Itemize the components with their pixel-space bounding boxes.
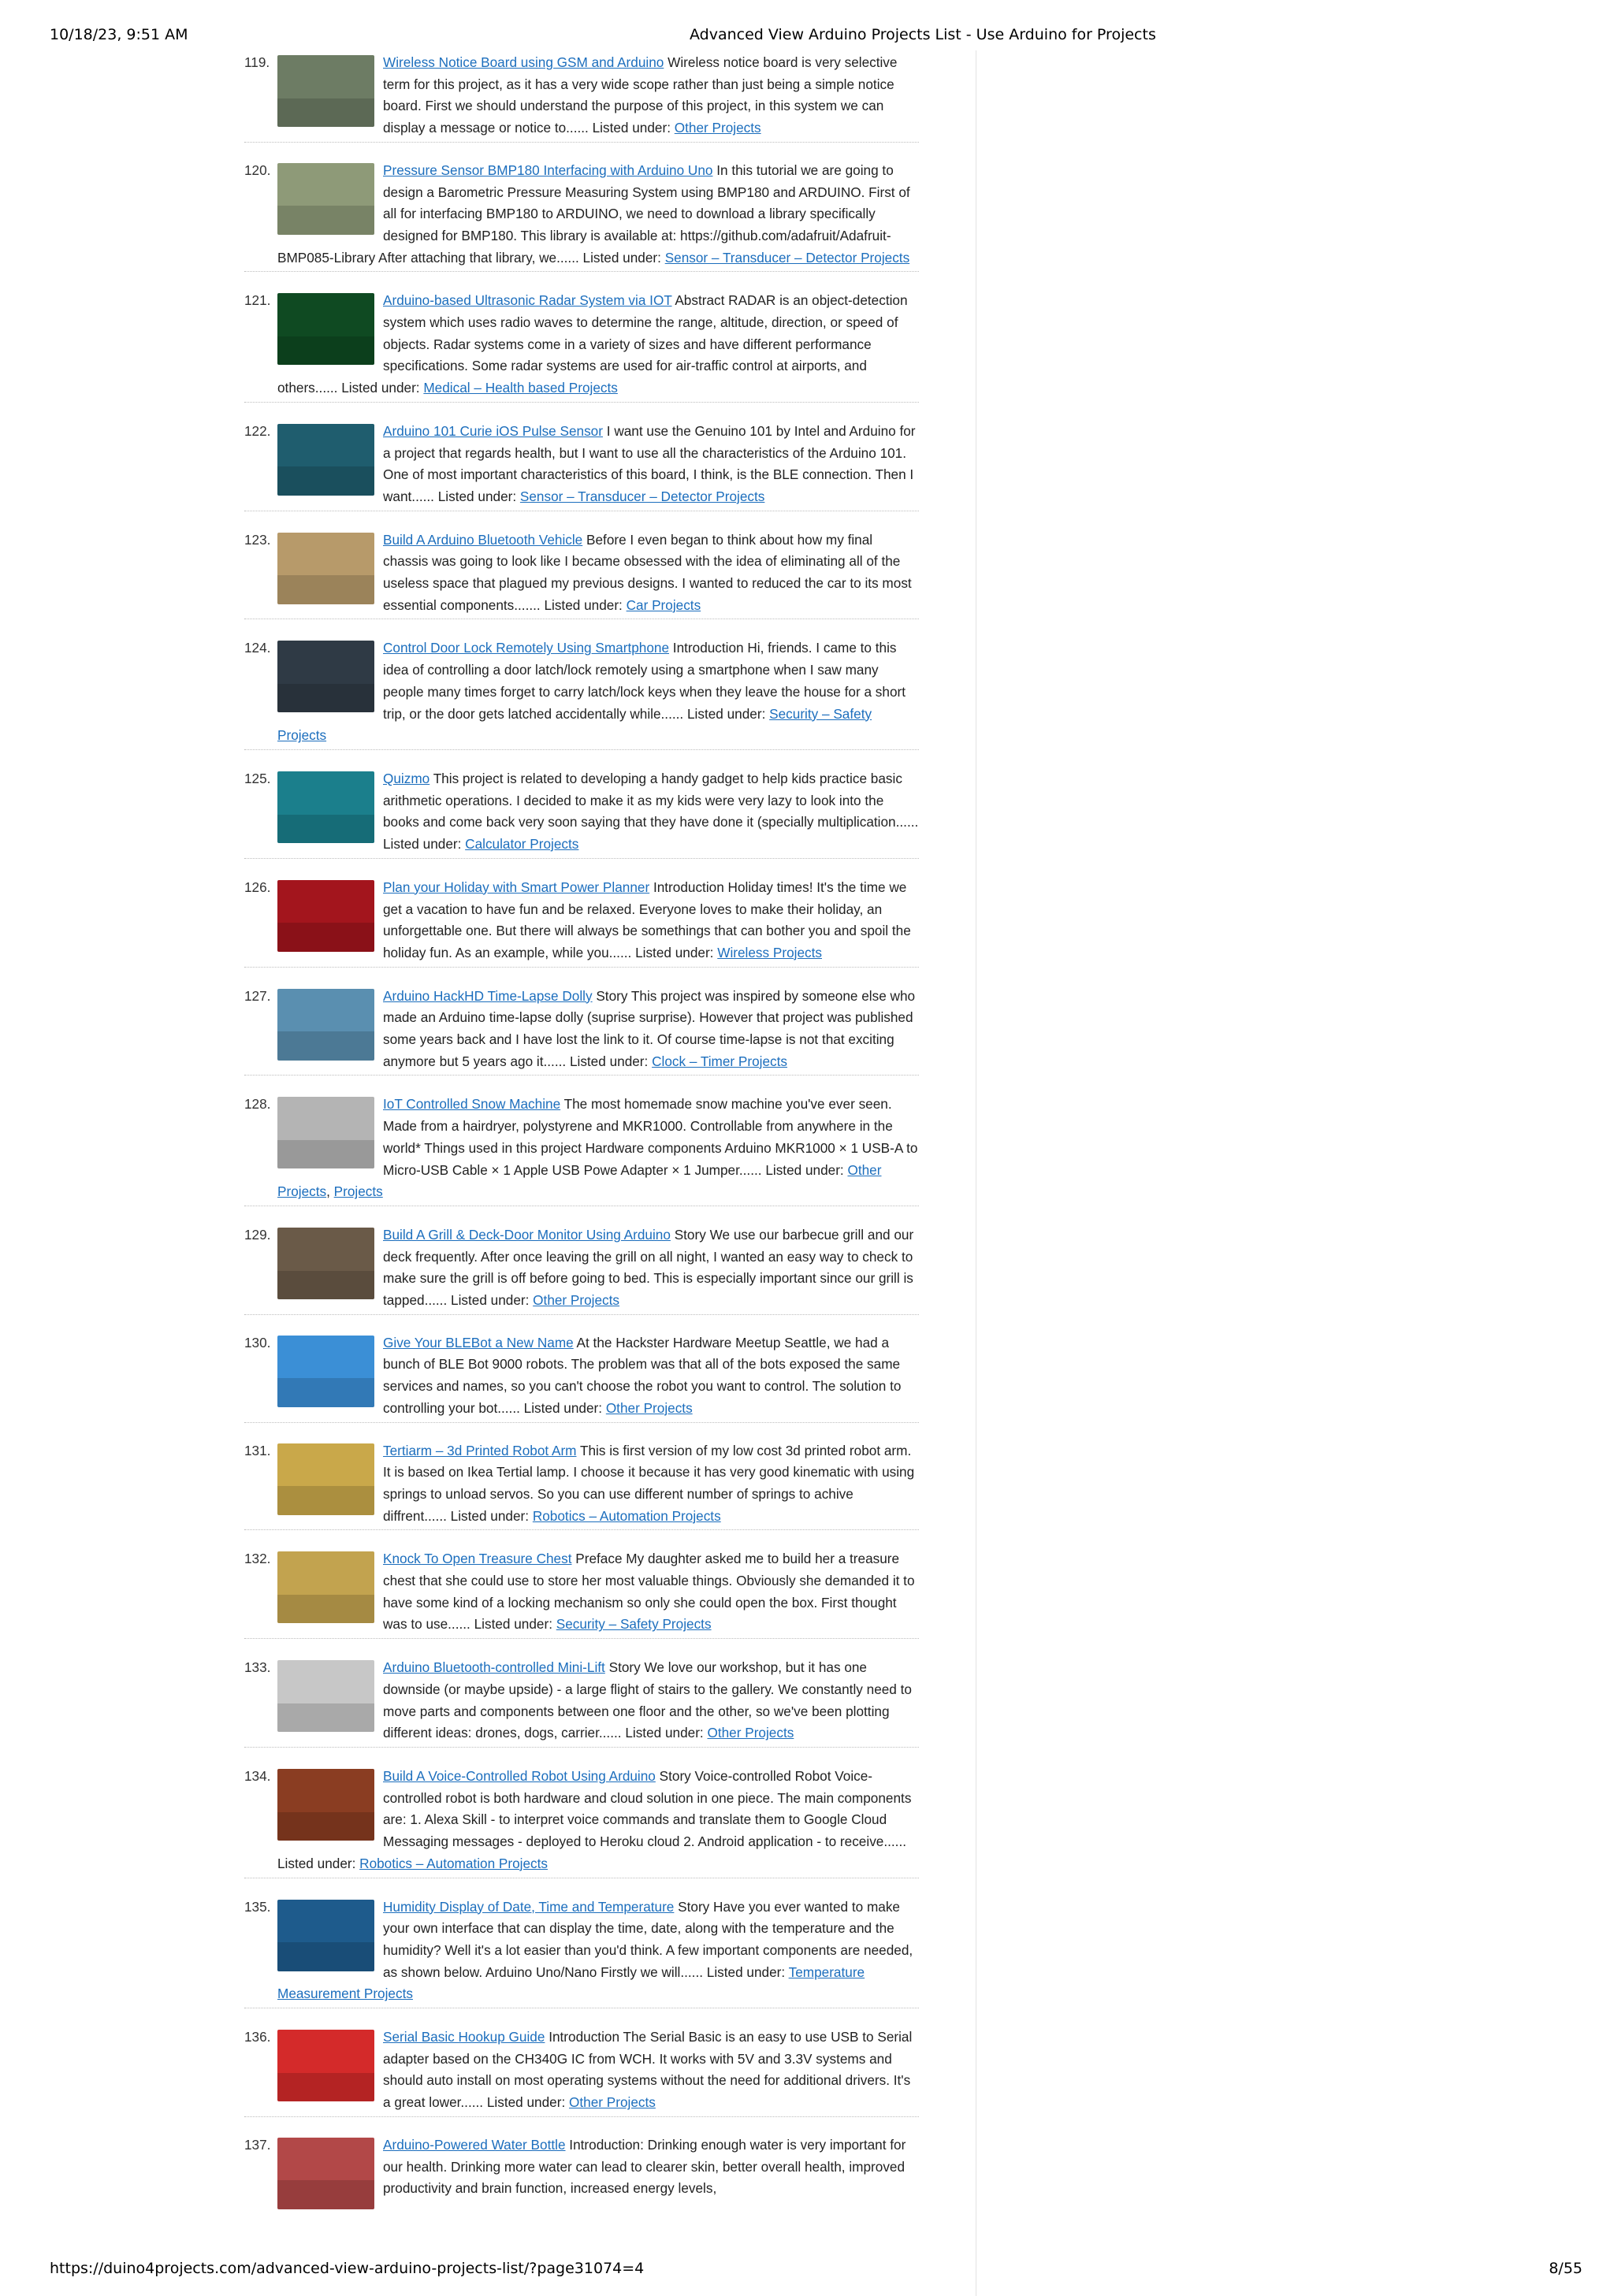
project-list-item: 128. IoT Controlled Snow Machine The most homemade snow machine you've ever seen. Made from a hairdryer, polystyrene and MKR1000. Controllable from anywhere in the world* Things used in this project Hardware components Arduino MKR1000 × 1 USB-A to Micro-USB Cable × 1 Apple USB Powe Adapter × 1 Jumper...... Listed under: Other Projects, Projects [244, 1094, 919, 1206]
category-link[interactable]: Robotics – Automation Projects [532, 1507, 721, 1524]
category-link[interactable]: Other Projects [674, 120, 761, 136]
print-footer [0, 2260, 1614, 2280]
project-thumbnail[interactable] [277, 989, 374, 1061]
project-excerpt: Introduction Hi, friends. I came to this idea of controlling a door latch/lock remotely using a smartphone when I saw many people many times forget to carry latch/lock keys when they leave the house for a short trip, or the door gets latched accidentally while...... [383, 640, 906, 722]
item-number: 136. [244, 2029, 271, 2045]
item-number: 121. [244, 292, 271, 309]
project-excerpt: At the Hackster Hardware Meetup Seattle, we had a bunch of BLE Bot 9000 robots. The problem was that all of the bots exposed the same services and names, so you can't choose the robot you want to control. The solution to controlling your bot...... [383, 1334, 902, 1416]
project-list-item [244, 1332, 919, 1423]
project-list-item [244, 421, 919, 511]
project-excerpt: Story This project was inspired by someone else who made an Arduino time-lapse dolly (suprise surprise). However that project was published some years back and I have lost the link to it. Of course time-lapse is not that exciting anymore but 5 years ago it...... [383, 987, 916, 1069]
listed-under-label: Listed under: [625, 1725, 704, 1741]
project-list [244, 52, 919, 2211]
category-link[interactable]: Car Projects [626, 596, 701, 613]
page-title: Advanced View Arduino Projects List - Use Arduino for Projects [690, 26, 1156, 43]
listed-under-label: Listed under: [686, 705, 766, 722]
project-excerpt: Abstract RADAR is an object-detection system which uses radio waves to determine the range, altitude, direction, or speed of objects. Radar systems come in a variety of sizes and have different performance specifications. Some radar systems are used for air-traffic control at airports, and others...... [277, 292, 908, 396]
category-link[interactable]: Other Projects [605, 1399, 693, 1416]
category-link[interactable]: Temperature Measurement Projects [277, 1963, 865, 2002]
project-title-link[interactable]: Wireless Notice Board using GSM and Arduino [383, 54, 664, 70]
project-title-link[interactable]: Give Your BLEBot a New Name [383, 1334, 574, 1350]
item-number: 130. [244, 1334, 271, 1350]
listed-under-label: Listed under: [765, 1161, 844, 1178]
listed-under-label: Listed under: [706, 1963, 786, 1980]
project-title-link[interactable]: Plan your Holiday with Smart Power Planner [383, 879, 650, 895]
project-list-item [244, 160, 919, 273]
project-list-item [244, 1766, 919, 1878]
project-title-link[interactable]: Build A Grill & Deck-Door Monitor Using Arduino [383, 1226, 671, 1243]
item-number: 131. [244, 1442, 271, 1458]
project-thumbnail[interactable] [277, 1443, 374, 1515]
listed-under-label: Listed under: [486, 2094, 566, 2111]
project-thumbnail[interactable] [277, 2030, 374, 2101]
listed-under-label: Listed under: [474, 1616, 552, 1633]
project-list-item [244, 1224, 919, 1315]
project-excerpt: Story We love our workshop, but it has one downside (or maybe upside) - a large flight of stairs to the gallery. We constantly need to move parts and components between one floor and the other, so we've been plotting different ideas: drones, dogs, carrier...... [383, 1659, 912, 1741]
project-title-link[interactable]: Serial Basic Hookup Guide [383, 2029, 545, 2045]
project-thumbnail[interactable] [277, 1769, 374, 1841]
project-list-item [244, 1440, 919, 1531]
project-excerpt: Introduction The Serial Basic is an easy to use USB to Serial adapter based on the CH340G IC from WCH. It works with 5V and 3.3V systems and should auto install on most operating systems without the need for additional drivers. It's a great lower...... [383, 2029, 913, 2111]
project-title-link[interactable]: Arduino Bluetooth-controlled Mini-Lift [383, 1659, 605, 1676]
project-title-link[interactable]: Quizmo [383, 770, 430, 786]
category-link[interactable]: Other Projects [277, 1161, 882, 1200]
listed-under-label: Listed under: [582, 249, 661, 266]
project-excerpt: Story Have you ever wanted to make your own interface that can display the time, date, along with the temperature and the humidity? Well it's a lot easier than you'd think. A few important components are needed, as shown below. Arduino Uno/Nano Firstly we will...... [383, 1898, 913, 1980]
project-thumbnail[interactable] [277, 2138, 374, 2209]
project-thumbnail[interactable] [277, 880, 374, 952]
project-thumbnail[interactable] [277, 55, 374, 127]
item-number: 120. [244, 162, 271, 178]
listed-under-label: Listed under: [437, 488, 517, 504]
item-number: 132. [244, 1551, 271, 1567]
item-number: 124. [244, 640, 271, 656]
category-link[interactable]: Other Projects [533, 1292, 620, 1309]
item-number: 127. [244, 987, 271, 1004]
category-link[interactable]: Sensor – Transducer – Detector Projects [664, 249, 910, 266]
project-thumbnail[interactable] [277, 163, 374, 235]
category-link[interactable]: Calculator Projects [465, 836, 579, 853]
project-title-link[interactable]: Arduino HackHD Time-Lapse Dolly [383, 987, 593, 1004]
category-link[interactable]: Other Projects [707, 1725, 794, 1741]
project-list-item [244, 290, 919, 403]
project-title-link[interactable]: Pressure Sensor BMP180 Interfacing with Arduino Uno [383, 162, 713, 178]
project-excerpt: Wireless notice board is very selective term for this project, as it has a very wide scope rather than just being a simple notice board. First we should understand the purpose of this project, in this system we can display a message or notice to...... [383, 54, 898, 136]
category-link[interactable]: Medical – Health based Projects [423, 380, 618, 396]
category-link[interactable]: Projects [333, 1183, 383, 1200]
project-list-item [244, 986, 919, 1076]
listed-under-label: Listed under: [544, 596, 623, 613]
category-link[interactable]: Sensor – Transducer – Detector Projects [519, 488, 765, 504]
project-list-item [244, 52, 919, 143]
project-title-link[interactable]: Arduino-based Ultrasonic Radar System via IOT [383, 292, 672, 309]
project-excerpt: Introduction: Drinking enough water is very important for our health. Drinking more water can lead to clearer skin, better overall health, improved productivity and brain function, increased energy levels, [383, 2136, 906, 2197]
listed-under-label: Listed under: [341, 380, 420, 396]
listed-under-label: Listed under: [523, 1399, 603, 1416]
project-list-item [244, 529, 919, 620]
project-title-link[interactable]: Humidity Display of Date, Time and Temperature [383, 1898, 675, 1915]
project-list-item [244, 1897, 919, 2009]
project-title-link[interactable]: Arduino-Powered Water Bottle [383, 2136, 566, 2153]
category-link[interactable]: Clock – Timer Projects [652, 1053, 788, 1069]
item-number: 129. [244, 1226, 271, 1243]
listed-under-label: Listed under: [592, 120, 671, 136]
print-header [0, 26, 1614, 46]
project-excerpt: Introduction Holiday times! It's the time we get a vacation to have fun and be relaxed. Everyone loves to make their holiday, an unforgettable one. But there will always be somethings that can bother you and spoil the holiday fun. As an example, while you...... [383, 879, 911, 960]
category-link[interactable]: Security – Safety Projects [277, 705, 872, 744]
project-thumbnail[interactable] [277, 424, 374, 496]
project-title-link[interactable]: Build A Voice-Controlled Robot Using Arduino [383, 1768, 656, 1784]
listed-under-label: Listed under: [383, 836, 462, 853]
project-list-item [244, 877, 919, 968]
item-number: 123. [244, 531, 271, 548]
project-thumbnail[interactable] [277, 1097, 374, 1168]
project-thumbnail[interactable] [277, 293, 374, 365]
project-excerpt: This is first version of my low cost 3d printed robot arm. It is based on Ikea Tertial lamp. I choose it because it has very good kinematic with using springs to unload servos. So you can use different number of springs to achive diffrent...... [383, 1442, 915, 1524]
listed-under-label: Listed under: [277, 1855, 356, 1871]
page-number: 8/55 [1549, 2260, 1582, 2277]
item-number: 125. [244, 770, 271, 786]
project-title-link[interactable]: Control Door Lock Remotely Using Smartphone [383, 640, 670, 656]
project-excerpt: I want use the Genuino 101 by Intel and Arduino for a project that regards health, but I want to use all the characteristics of the Arduino 101. One of most important characteristics of this board, I think, is the BLE connection. Then I want...... [383, 422, 916, 504]
listed-under-label: Listed under: [635, 944, 714, 960]
project-excerpt: Story We use our barbecue grill and our deck frequently. After once leaving the grill on all night, I wanted an easy way to check to make sure the grill is off before going to bed. This is especially important since our grill is tapped...... [383, 1226, 914, 1309]
print-datetime: 10/18/23, 9:51 AM [50, 26, 188, 43]
project-list-item [244, 2134, 919, 2200]
category-link[interactable]: Other Projects [569, 2094, 656, 2111]
project-list-item [244, 1548, 919, 1639]
item-number: 128. [244, 1096, 271, 1113]
item-number: 135. [244, 1898, 271, 1915]
project-title-link[interactable]: IoT Controlled Snow Machine [383, 1096, 561, 1113]
project-thumbnail[interactable] [277, 1900, 374, 1971]
project-thumbnail[interactable] [277, 641, 374, 712]
listed-under-label: Listed under: [451, 1292, 530, 1309]
project-list-item [244, 2027, 919, 2117]
project-list-item [244, 768, 919, 859]
page-url: https://duino4projects.com/advanced-view-arduino-projects-list/?page31074=4 [50, 2260, 645, 2277]
project-excerpt: Before I even began to think about how my final chassis was going to look like I became obsessed with the idea of eliminating all of the useless space that plagued my previous designs. I wanted to reduced the car to its most essential components....... [383, 531, 912, 613]
project-title-link[interactable]: Knock To Open Treasure Chest [383, 1551, 572, 1567]
category-link[interactable]: Security – Safety Projects [556, 1616, 712, 1633]
project-excerpt: The most homemade snow machine you've ever seen. Made from a hairdryer, polystyrene and MKR1000. Controllable from anywhere in the world* Things used in this project Hardware components Arduino MKR1000 × 1 USB-A to Micro-USB Cable × 1 Apple USB Powe Adapter × 1 Jumper...... [383, 1096, 918, 1178]
project-excerpt: Preface My daughter asked me to build her a treasure chest that she could use to store her most valuable things. Obviously she demanded it to have some kind of a locking mechanism so only she could open the box. First thought was to use...... [383, 1551, 915, 1633]
category-link[interactable]: Robotics – Automation Projects [359, 1855, 548, 1871]
project-title-link[interactable]: Build A Arduino Bluetooth Vehicle [383, 531, 583, 548]
project-thumbnail[interactable] [277, 1660, 374, 1732]
listed-under-label: Listed under: [569, 1053, 649, 1069]
item-number: 126. [244, 879, 271, 895]
item-number: 122. [244, 422, 271, 439]
project-thumbnail[interactable] [277, 1551, 374, 1623]
project-excerpt: In this tutorial we are going to design a Barometric Pressure Measuring System using BMP180 and ARDUINO. First of all for interfacing BMP180 to ARDUINO, we need to download a library specifically designed for BMP180. This library is available at: https://github.com/adafruit/Adafruit-BMP085-Library After attaching that library, we...... [277, 162, 910, 266]
item-number: 137. [244, 2136, 271, 2153]
project-list-item [244, 637, 919, 750]
project-list-item [244, 1657, 919, 1748]
listed-under-label: Listed under: [450, 1507, 530, 1524]
project-thumbnail[interactable] [277, 1228, 374, 1299]
item-number: 134. [244, 1768, 271, 1784]
project-title-link[interactable]: Arduino 101 Curie iOS Pulse Sensor [383, 422, 603, 439]
project-excerpt: This project is related to developing a handy gadget to help kids practice basic arithmetic operations. I decided to make it as my kids were very lazy to look into the books and come back very soon saying that they have done it (specially multiplication...... [383, 770, 919, 830]
project-thumbnail[interactable] [277, 771, 374, 843]
item-number: 119. [244, 54, 270, 70]
project-excerpt: Story Voice-controlled Robot Voice-controlled robot is both hardware and cloud solution in one piece. The main components are: 1. Alexa Skill - to interpret voice commands and translate them to Google Cloud Messaging messages - deployed to Heroku cloud 2. Android application - to receive...... [383, 1768, 912, 1850]
project-title-link[interactable]: Tertiarm – 3d Printed Robot Arm [383, 1442, 577, 1458]
project-thumbnail[interactable] [277, 1336, 374, 1407]
project-thumbnail[interactable] [277, 533, 374, 604]
category-link[interactable]: Wireless Projects [717, 944, 822, 960]
item-number: 133. [244, 1659, 271, 1676]
